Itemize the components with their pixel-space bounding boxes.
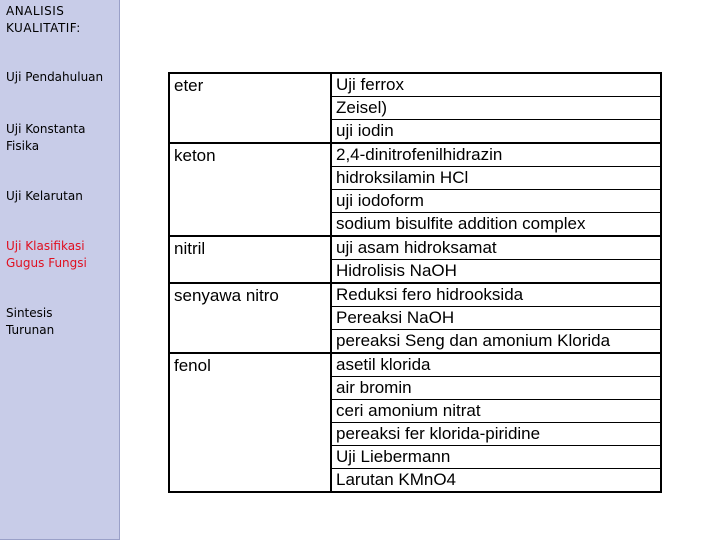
group-name-cell: fenol <box>169 353 331 492</box>
test-cell: ceri amonium nitrat <box>331 400 661 423</box>
group-name-cell: senyawa nitro <box>169 283 331 353</box>
sidebar-title <box>6 3 81 37</box>
test-cell: air bromin <box>331 377 661 400</box>
nav-label: Uji Pendahuluan <box>6 70 104 84</box>
test-cell: Hidrolisis NaOH <box>331 260 661 284</box>
test-cell: hidroksilamin HCl <box>331 167 661 190</box>
nav-sintesis-turunan[interactable] <box>6 305 116 339</box>
nav-label-line1: Sintesis <box>6 306 53 320</box>
table-row <box>169 353 661 377</box>
sidebar-title-line2: KUALITATIF: <box>6 21 81 35</box>
nav-uji-kelarutan[interactable] <box>6 188 116 205</box>
nav-label-line2: Fisika <box>6 139 40 153</box>
test-cell: Pereaksi NaOH <box>331 307 661 330</box>
nav-label-line1: Uji Klasifikasi <box>6 239 85 253</box>
nav-label-line2: Turunan <box>6 323 55 337</box>
test-cell: pereaksi Seng dan amonium Klorida <box>331 330 661 354</box>
table-row <box>169 236 661 260</box>
classification-table-container <box>168 72 662 493</box>
nav-uji-klasifikasi-gugus-fungsi[interactable] <box>6 238 116 272</box>
sidebar-title-line1: ANALISIS <box>6 4 65 18</box>
test-cell: sodium bisulfite addition complex <box>331 213 661 237</box>
classification-table <box>168 72 662 493</box>
test-cell: Zeisel) <box>331 97 661 120</box>
group-name-cell: nitril <box>169 236 331 283</box>
test-cell: uji iodin <box>331 120 661 144</box>
group-name-cell: keton <box>169 143 331 236</box>
test-cell: 2,4-dinitrofenilhidrazin <box>331 143 661 167</box>
table-row <box>169 143 661 167</box>
group-name-cell: eter <box>169 73 331 143</box>
test-cell: pereaksi fer klorida-piridine <box>331 423 661 446</box>
sidebar <box>0 0 120 540</box>
test-cell: uji asam hidroksamat <box>331 236 661 260</box>
test-cell: Uji Liebermann <box>331 446 661 469</box>
test-cell: Reduksi fero hidrooksida <box>331 283 661 307</box>
table-row <box>169 73 661 97</box>
test-cell: Larutan KMnO4 <box>331 469 661 493</box>
nav-uji-konstanta-fisika[interactable] <box>6 121 116 155</box>
test-cell: uji iodoform <box>331 190 661 213</box>
nav-uji-pendahuluan[interactable] <box>6 69 116 86</box>
nav-label-line1: Uji Konstanta <box>6 122 86 136</box>
table-row <box>169 283 661 307</box>
test-cell: Uji ferrox <box>331 73 661 97</box>
test-cell: asetil klorida <box>331 353 661 377</box>
nav-label: Uji Kelarutan <box>6 189 83 203</box>
nav-label-line2: Gugus Fungsi <box>6 256 87 270</box>
